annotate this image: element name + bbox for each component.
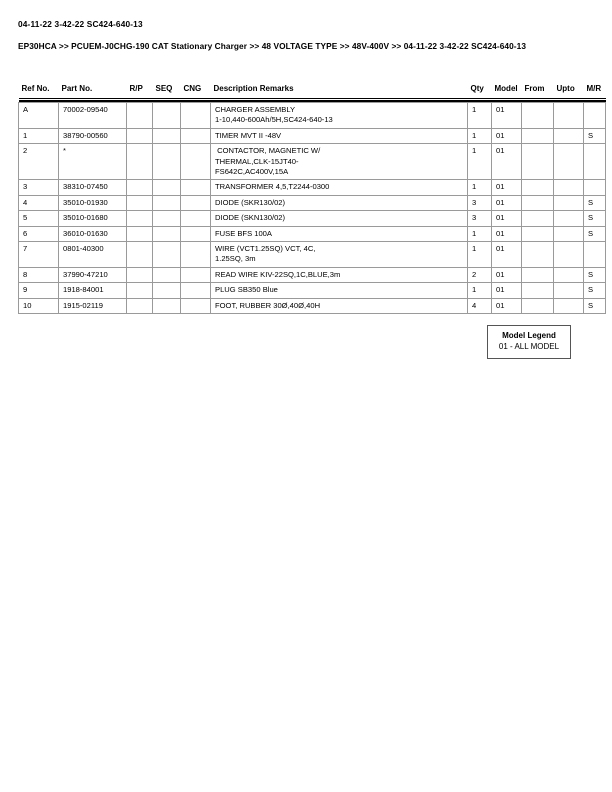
table-row[interactable] bbox=[19, 195, 606, 210]
cell-seq bbox=[153, 283, 181, 298]
cell-model: 01 bbox=[492, 242, 522, 268]
cell-cng bbox=[181, 283, 211, 298]
cell-from bbox=[522, 226, 554, 241]
parts-table-body bbox=[19, 103, 606, 314]
column-header-rp: R/P bbox=[129, 84, 143, 93]
cell-qty: 2 bbox=[468, 267, 492, 282]
cell-seq bbox=[153, 267, 181, 282]
model-legend-entry: 01 - ALL MODEL bbox=[498, 342, 560, 351]
cell-ref-no: A bbox=[19, 103, 59, 129]
cell-upto bbox=[554, 211, 584, 226]
cell-model: 01 bbox=[492, 211, 522, 226]
cell-description: TRANSFORMER 4,5,T2244-0300 bbox=[211, 180, 468, 195]
cell-description: DIODE (SKR130/02) bbox=[211, 195, 468, 210]
column-header-qty: Qty bbox=[470, 84, 484, 93]
table-row[interactable] bbox=[19, 180, 606, 195]
cell-cng bbox=[181, 195, 211, 210]
cell-qty: 1 bbox=[468, 144, 492, 180]
cell-qty: 1 bbox=[468, 242, 492, 268]
cell-description: TIMER MVT II -48V bbox=[211, 128, 468, 143]
cell-cng bbox=[181, 103, 211, 129]
parts-table-container bbox=[18, 84, 602, 314]
cell-ref-no: 10 bbox=[19, 298, 59, 313]
table-row[interactable] bbox=[19, 144, 606, 180]
column-header-cng: CNG bbox=[183, 84, 202, 93]
cell-cng bbox=[181, 211, 211, 226]
cell-from bbox=[522, 180, 554, 195]
cell-ref-no: 5 bbox=[19, 211, 59, 226]
cell-rp bbox=[127, 267, 153, 282]
cell-part-no: 70002-09540 bbox=[59, 103, 127, 129]
cell-part-no: 1915-02119 bbox=[59, 298, 127, 313]
cell-from bbox=[522, 144, 554, 180]
breadcrumb: EP30HCA >> PCUEM-J0CHG-190 CAT Stationary Charger >> 48 VOLTAGE TYPE >> 48V-400V >> 04-11-22 3-42-22 SC424-640-13 bbox=[18, 41, 527, 51]
cell-mr: S bbox=[584, 298, 606, 313]
cell-ref-no: 7 bbox=[19, 242, 59, 268]
cell-part-no: 36010-01630 bbox=[59, 226, 127, 241]
cell-seq bbox=[153, 144, 181, 180]
cell-description: FOOT, RUBBER 30Ø,40Ø,40H bbox=[211, 298, 468, 313]
cell-cng bbox=[181, 144, 211, 180]
cell-rp bbox=[127, 103, 153, 129]
cell-rp bbox=[127, 211, 153, 226]
column-header-from: From bbox=[524, 84, 545, 93]
cell-seq bbox=[153, 298, 181, 313]
cell-ref-no: 1 bbox=[19, 128, 59, 143]
cell-part-no: 0801-40300 bbox=[59, 242, 127, 268]
cell-qty: 3 bbox=[468, 211, 492, 226]
cell-mr: S bbox=[584, 211, 606, 226]
table-row[interactable] bbox=[19, 128, 606, 143]
table-row[interactable] bbox=[19, 267, 606, 282]
cell-cng bbox=[181, 226, 211, 241]
cell-rp bbox=[127, 242, 153, 268]
cell-part-no: 38790-00560 bbox=[59, 128, 127, 143]
cell-part-no: 37990-47210 bbox=[59, 267, 127, 282]
cell-mr bbox=[584, 180, 606, 195]
cell-seq bbox=[153, 195, 181, 210]
cell-seq bbox=[153, 103, 181, 129]
cell-description: DIODE (SKN130/02) bbox=[211, 211, 468, 226]
cell-mr bbox=[584, 103, 606, 129]
cell-model: 01 bbox=[492, 226, 522, 241]
cell-from bbox=[522, 103, 554, 129]
cell-cng bbox=[181, 180, 211, 195]
cell-part-no: 1918-84001 bbox=[59, 283, 127, 298]
cell-upto bbox=[554, 267, 584, 282]
table-row[interactable] bbox=[19, 211, 606, 226]
cell-description: PLUG SB350 Blue bbox=[211, 283, 468, 298]
cell-qty: 1 bbox=[468, 226, 492, 241]
cell-qty: 1 bbox=[468, 103, 492, 129]
cell-seq bbox=[153, 180, 181, 195]
cell-ref-no: 9 bbox=[19, 283, 59, 298]
cell-cng bbox=[181, 128, 211, 143]
cell-from bbox=[522, 267, 554, 282]
cell-ref-no: 3 bbox=[19, 180, 59, 195]
document-id: 04-11-22 3-42-22 SC424-640-13 bbox=[18, 19, 143, 29]
cell-qty: 1 bbox=[468, 283, 492, 298]
table-row[interactable] bbox=[19, 298, 606, 313]
cell-upto bbox=[554, 144, 584, 180]
cell-from bbox=[522, 242, 554, 268]
column-header-mr: M/R bbox=[586, 84, 602, 93]
cell-mr: S bbox=[584, 267, 606, 282]
cell-upto bbox=[554, 298, 584, 313]
table-row[interactable] bbox=[19, 242, 606, 268]
cell-ref-no: 4 bbox=[19, 195, 59, 210]
cell-model: 01 bbox=[492, 103, 522, 129]
cell-upto bbox=[554, 195, 584, 210]
cell-model: 01 bbox=[492, 180, 522, 195]
cell-seq bbox=[153, 128, 181, 143]
cell-ref-no: 6 bbox=[19, 226, 59, 241]
cell-part-no: 38310-07450 bbox=[59, 180, 127, 195]
cell-model: 01 bbox=[492, 128, 522, 143]
parts-table-header bbox=[19, 84, 606, 103]
parts-table bbox=[18, 84, 606, 314]
column-header-description: Description Remarks bbox=[213, 84, 294, 93]
cell-rp bbox=[127, 283, 153, 298]
cell-rp bbox=[127, 195, 153, 210]
cell-upto bbox=[554, 242, 584, 268]
table-row[interactable] bbox=[19, 103, 606, 129]
cell-part-no: 35010-01680 bbox=[59, 211, 127, 226]
cell-cng bbox=[181, 267, 211, 282]
cell-description: WIRE (VCT1.25SQ) VCT, 4C, 1.25SQ, 3m bbox=[211, 242, 468, 268]
cell-qty: 1 bbox=[468, 180, 492, 195]
cell-description: READ WIRE KIV-22SQ,1C,BLUE,3m bbox=[211, 267, 468, 282]
cell-mr bbox=[584, 144, 606, 180]
cell-seq bbox=[153, 242, 181, 268]
cell-model: 01 bbox=[492, 144, 522, 180]
cell-mr: S bbox=[584, 226, 606, 241]
cell-mr: S bbox=[584, 195, 606, 210]
cell-model: 01 bbox=[492, 267, 522, 282]
cell-mr: S bbox=[584, 283, 606, 298]
cell-rp bbox=[127, 128, 153, 143]
cell-seq bbox=[153, 226, 181, 241]
cell-qty: 3 bbox=[468, 195, 492, 210]
cell-from bbox=[522, 283, 554, 298]
cell-model: 01 bbox=[492, 195, 522, 210]
cell-model: 01 bbox=[492, 298, 522, 313]
cell-description: FUSE BFS 100A bbox=[211, 226, 468, 241]
cell-model: 01 bbox=[492, 283, 522, 298]
cell-cng bbox=[181, 298, 211, 313]
column-header-seq: SEQ bbox=[155, 84, 173, 93]
column-header-upto: Upto bbox=[556, 84, 575, 93]
cell-rp bbox=[127, 298, 153, 313]
cell-mr: S bbox=[584, 128, 606, 143]
cell-qty: 1 bbox=[468, 128, 492, 143]
table-row[interactable] bbox=[19, 226, 606, 241]
cell-ref-no: 8 bbox=[19, 267, 59, 282]
cell-description: CHARGER ASSEMBLY 1-10,440-600Ah/5H,SC424-640-13 bbox=[211, 103, 468, 129]
model-legend-title: Model Legend bbox=[502, 331, 556, 340]
table-row[interactable] bbox=[19, 283, 606, 298]
cell-from bbox=[522, 128, 554, 143]
cell-rp bbox=[127, 180, 153, 195]
cell-seq bbox=[153, 211, 181, 226]
cell-qty: 4 bbox=[468, 298, 492, 313]
cell-cng bbox=[181, 242, 211, 268]
cell-upto bbox=[554, 128, 584, 143]
cell-description: CONTACTOR, MAGNETIC W/ THERMAL,CLK-15JT40- FS642C,AC400V,15A bbox=[211, 144, 468, 180]
cell-part-no: 35010-01930 bbox=[59, 195, 127, 210]
model-legend bbox=[487, 325, 571, 359]
cell-mr bbox=[584, 242, 606, 268]
cell-rp bbox=[127, 144, 153, 180]
cell-ref-no: 2 bbox=[19, 144, 59, 180]
column-header-part-no: Part No. bbox=[61, 84, 93, 93]
cell-part-no: * bbox=[59, 144, 127, 180]
cell-from bbox=[522, 195, 554, 210]
cell-from bbox=[522, 298, 554, 313]
cell-upto bbox=[554, 283, 584, 298]
column-header-model: Model bbox=[494, 84, 518, 93]
cell-upto bbox=[554, 226, 584, 241]
column-header-ref-no: Ref No. bbox=[21, 84, 50, 93]
cell-rp bbox=[127, 226, 153, 241]
cell-upto bbox=[554, 180, 584, 195]
cell-upto bbox=[554, 103, 584, 129]
cell-from bbox=[522, 211, 554, 226]
